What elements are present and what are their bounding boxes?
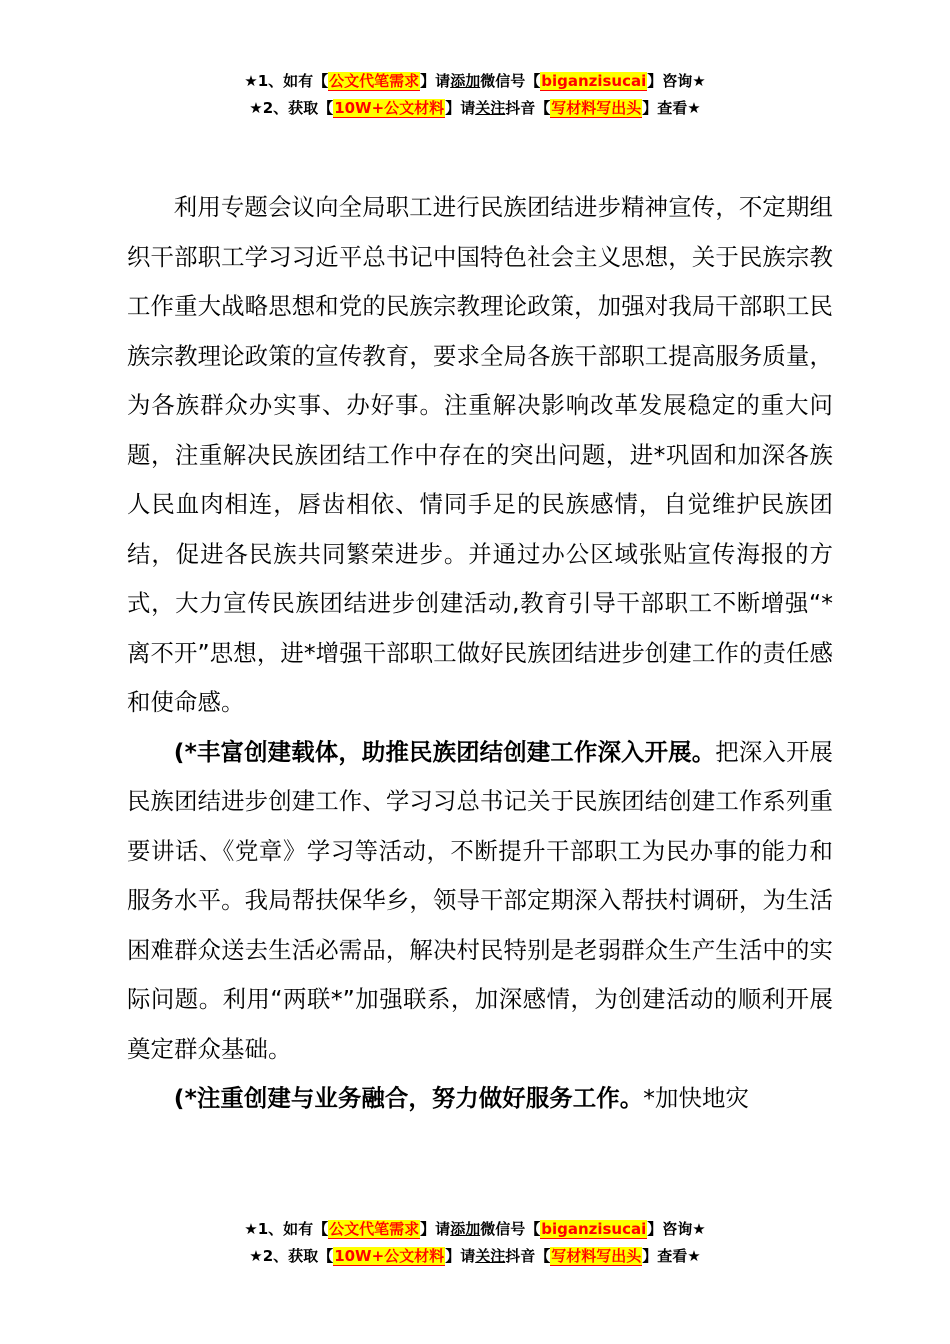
banner-line-2: ★2、获取【10W+公文材料】请关注抖音【写材料写出头】查看★ xyxy=(249,1247,701,1265)
highlight-materials: 10W+公文材料 xyxy=(334,1247,445,1265)
highlight-douyin: 写材料写出头 xyxy=(551,1247,642,1265)
banner-line-1: ★1、如有【公文代笔需求】请添加微信号【biganzisucai】咨询★ xyxy=(244,72,706,90)
highlight-wechat: biganzisucai xyxy=(541,72,647,90)
highlight-douyin: 写材料写出头 xyxy=(551,99,642,117)
paragraph-2-heading: (*丰富创建载体，助推民族团结创建工作深入开展。 xyxy=(173,737,716,766)
document-body xyxy=(127,183,833,1124)
banner-line-1: ★1、如有【公文代笔需求】请添加微信号【biganzisucai】咨询★ xyxy=(244,1220,706,1238)
paragraph-1: 利用专题会议向全局职工进行民族团结进步精神宣传，不定期组织干部职工学习习近平总书记中国特色社会主义思想，关于民族宗教工作重大战略思想和党的民族宗教理论政策，加强对我局干部职工民族宗教理论政策的宣传教育，要求全局各族干部职工提高服务质量，为各族群众办实事、办好事。注重解决影响改革发展稳定的重大问题，注重解决民族团结工作中存在的突出问题，进*巩固和加深各族人民血肉相连，唇齿相依、情同手足的民族感情，自觉维护民族团结，促进各民族共同繁荣进步。并通过办公区域张贴宣传海报的方式，大力宣传民族团结进步创建活动,教育引导干部职工不断增强“*离不开”思想，进*增强干部职工做好民族团结进步创建工作的责任感和使命感。 xyxy=(127,193,833,716)
highlight-service: 公文代笔需求 xyxy=(329,72,420,90)
paragraph-3: (*注重创建与业务融合，努力做好服务工作。*加快地灾 xyxy=(173,1084,750,1112)
paragraph-2: (*丰富创建载体，助推民族团结创建工作深入开展。把深入开展民族团结进步创建工作、学习习总书记关于民族团结创建工作系列重要讲话、《党章》学习等活动，不断提升干部职工为民办事的能力和服务水平。我局帮扶保华乡，领导干部定期深入帮扶村调研，为生活困难群众送去生活必需品，解决村民特别是老弱群众生产生活中的实际问题。利用“两联*”加强联系，加深感情，为创建活动的顺利开展奠定群众基础。 xyxy=(127,737,834,1063)
banner-line-2: ★2、获取【10W+公文材料】请关注抖音【写材料写出头】查看★ xyxy=(249,99,701,117)
highlight-wechat: biganzisucai xyxy=(541,1220,647,1238)
paragraph-3-heading: (*注重创建与业务融合，努力做好服务工作。 xyxy=(173,1084,644,1112)
highlight-service: 公文代笔需求 xyxy=(329,1220,420,1238)
highlight-materials: 10W+公文材料 xyxy=(334,99,445,117)
footer-banner xyxy=(0,1216,950,1270)
header-banner xyxy=(0,68,950,122)
